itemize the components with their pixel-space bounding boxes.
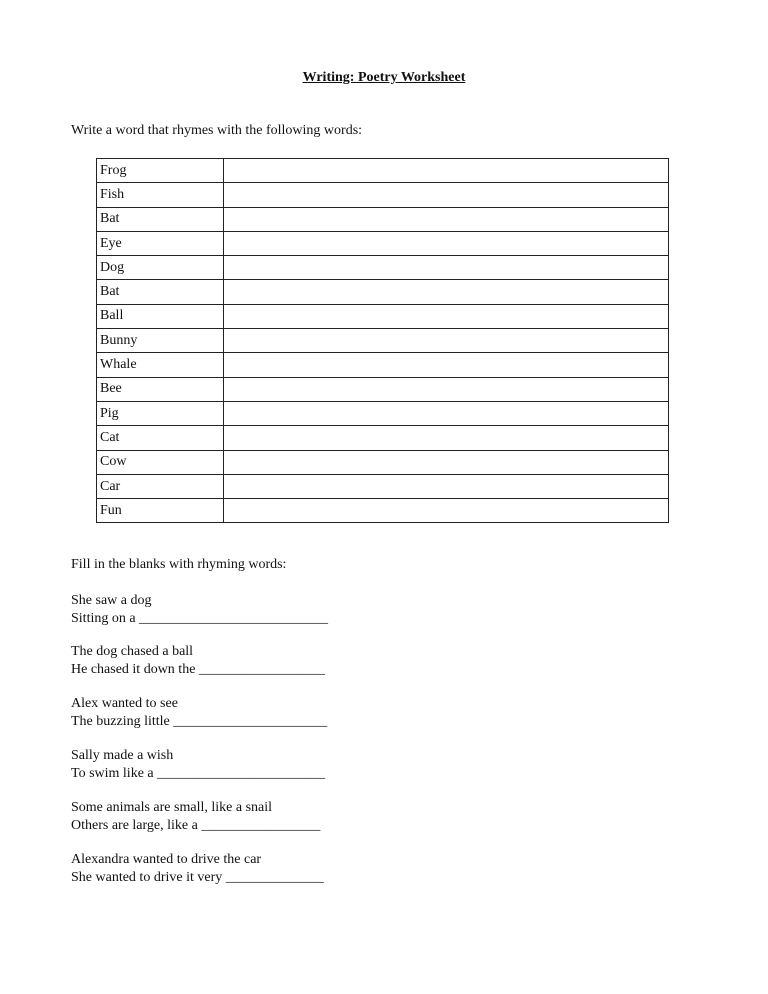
rhyme-word: Fish	[97, 183, 224, 207]
verse-line: Alex wanted to see	[71, 696, 178, 711]
rhyme-word: Bunny	[97, 329, 224, 353]
rhyme-word: Eye	[97, 231, 224, 255]
verse-blank-line[interactable]: To swim like a ________________________	[71, 766, 326, 781]
rhyme-word: Ball	[97, 304, 224, 328]
answer-cell[interactable]	[224, 401, 669, 425]
worksheet-title: Writing: Poetry Worksheet	[302, 70, 466, 85]
verse-blank-line[interactable]: Others are large, like a _________________	[71, 818, 321, 833]
table-row	[97, 207, 669, 231]
verse	[71, 643, 325, 679]
table-row	[97, 231, 669, 255]
verse-line: Alexandra wanted to drive the car	[71, 852, 262, 867]
table-row	[97, 256, 669, 280]
answer-cell[interactable]	[224, 353, 669, 377]
table-row	[97, 474, 669, 498]
rhyme-word: Frog	[97, 159, 224, 183]
verse-blank-line[interactable]: She wanted to drive it very ______________	[71, 870, 324, 885]
answer-cell[interactable]	[224, 231, 669, 255]
answer-cell[interactable]	[224, 474, 669, 498]
rhyme-table-instruction: Write a word that rhymes with the following words:	[71, 123, 363, 138]
verse-line: Some animals are small, like a snail	[71, 800, 273, 815]
answer-cell[interactable]	[224, 280, 669, 304]
verse-blank-line[interactable]: The buzzing little ______________________	[71, 714, 328, 729]
rhyme-word: Cow	[97, 450, 224, 474]
verse	[71, 799, 320, 835]
answer-cell[interactable]	[224, 499, 669, 523]
rhyme-word: Bee	[97, 377, 224, 401]
table-row	[97, 280, 669, 304]
table-row	[97, 499, 669, 523]
verse	[71, 695, 327, 731]
rhyme-word: Bat	[97, 207, 224, 231]
rhyme-word: Dog	[97, 256, 224, 280]
rhyme-word: Car	[97, 474, 224, 498]
table-row	[97, 377, 669, 401]
rhyme-table	[96, 158, 669, 523]
rhyme-word: Bat	[97, 280, 224, 304]
table-row	[97, 183, 669, 207]
table-row	[97, 159, 669, 183]
rhyme-word: Fun	[97, 499, 224, 523]
answer-cell[interactable]	[224, 304, 669, 328]
verse-line: Sally made a wish	[71, 748, 174, 763]
verse-blank-line[interactable]: Sitting on a ___________________________	[71, 611, 329, 626]
rhyme-word: Pig	[97, 401, 224, 425]
table-row	[97, 353, 669, 377]
table-row	[97, 304, 669, 328]
verse-line: She saw a dog	[71, 593, 152, 608]
fill-blanks-instruction: Fill in the blanks with rhyming words:	[71, 557, 287, 572]
verse-blank-line[interactable]: He chased it down the __________________	[71, 662, 325, 677]
table-row	[97, 329, 669, 353]
answer-cell[interactable]	[224, 329, 669, 353]
answer-cell[interactable]	[224, 426, 669, 450]
table-row	[97, 426, 669, 450]
answer-cell[interactable]	[224, 377, 669, 401]
answer-cell[interactable]	[224, 159, 669, 183]
answer-cell[interactable]	[224, 450, 669, 474]
table-row	[97, 450, 669, 474]
verse	[71, 592, 328, 628]
answer-cell[interactable]	[224, 207, 669, 231]
table-row	[97, 401, 669, 425]
verse	[71, 747, 325, 783]
verse-line: The dog chased a ball	[71, 644, 194, 659]
answer-cell[interactable]	[224, 256, 669, 280]
rhyme-word: Cat	[97, 426, 224, 450]
answer-cell[interactable]	[224, 183, 669, 207]
rhyme-word: Whale	[97, 353, 224, 377]
verse	[71, 851, 324, 887]
